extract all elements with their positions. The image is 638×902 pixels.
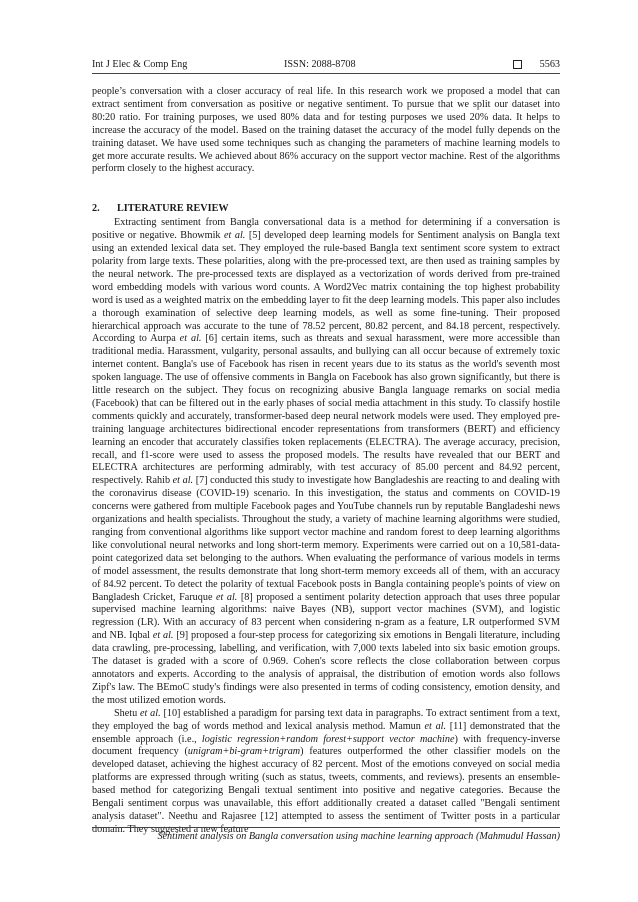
literature-paragraph-2: [92, 708, 560, 837]
checkbox-square-icon: [513, 60, 522, 69]
text-run: [9] proposed a four-step process for categorizing six emotions in Bengali literature, including data crawling, pre-processing, labelling, and verification, with 7,000 texts labeled into six basic emotion groups. The dataset is graded with a score of 0.969. Cohen's score reflects the close collaboration between corpus annotators and experts. According to the analysis of appraisal, the distribution of emotion words also follows Zipf's law. The BEmoC study's findings were also presented in terms of coding consistency, emotion density, and the most utilized emotion words.: [92, 630, 560, 706]
running-footer: [92, 827, 560, 844]
ngram-formula: unigram+bi-gram+trigram: [187, 746, 301, 758]
citation-etal: et al.: [152, 630, 174, 642]
footer-rule: [92, 827, 560, 828]
citation-etal: et al.: [224, 230, 246, 242]
citation-etal: et al.: [179, 333, 202, 345]
text-run: Shetu: [114, 707, 141, 719]
citation-etal: et al.: [140, 707, 161, 719]
section-title: LITERATURE REVIEW: [117, 203, 229, 215]
text-run: [6] certain items, such as threats and sexual harassment, were more accessible than traditional media. Harassment, vulgarity, personal assaults, and bullying can all occur because of extremely toxic internet content. Bangla's use of Facebook has risen in recent years due to its status as the world's seventh most spoken language. The use of offensive comments in Bangla on Facebook has also grown significantly, but there is little research on the subject. They focus on recognizing abusive Bangla language remarks on social media (Facebook) that can be filtered out in the early phases of social media attachment in this study. To classify hostile comments quickly and accurately, transformer-based deep neural network models were used. They employed pre-training language architectures bidirectional encoder representations from transformers (BERT) and efficiency learning an encoder that accurately classifies token replacements (ELECTRA). The average accuracy, precision, recall, and f1-score were used to assess the proposed models. The results have revealed that our BERT and ELECTRA architectures are performing admirably, with test accuracy of 85.00 percent and 84.92 percent, respectively. Rahib: [92, 333, 560, 487]
article-body: [92, 86, 560, 837]
footer-text: Sentiment analysis on Bangla conversation using machine learning approach (Mahmudul Hassan): [157, 831, 560, 842]
text-run: Extracting sentiment from Bangla conversational data is a method for determining if a conversation is positive or negative. Bhowmik: [92, 217, 560, 242]
citation-etal: et al.: [424, 720, 447, 732]
page-number: 5563: [539, 59, 560, 70]
running-header: [92, 58, 560, 72]
text-run: [7] conducted this study to investigate how Bangladeshis are reacting to and dealing with the coronavirus disease (COVID-19) scenario. In this investigation, the status and comments on COVID-19 concerns were gathered from multiple Facebook pages and YouTube channels run by reputable Bangladeshi news organizations and health specialists. Throughout the study, a variety of machine learning algorithms were studied, ranging from conventional algorithms like support vector machine and random forest to deep learning algorithms like convolutional neural networks and long short-term memory. Experiments were carried out on a 10,581-data-point categorized data set belonging to the authors. When evaluating the performance of various models in terms of model assessment, the results demonstrate that long short-term memory exceeds all of them, with an accuracy of 84.92 percent. To detect the polarity of textual Facebook posts in Bangla containing people's points of view on Bangladesh Cricket, Faruque: [92, 475, 561, 603]
issn: ISSN: 2088-8708: [284, 59, 356, 70]
header-rule: [92, 73, 560, 74]
intro-paragraph: people’s conversation with a closer accuracy of real life. In this research work we proposed a model that can extract sentiment from conversation as positive or negative sentiment. To pursue that we split our dataset into 80:20 ratio. For training purposes, we used 80% data and for testing purposes we used 20% data. It helps to increase the accuracy of the model. Based on the training dataset the accuracy of the model fully depends on the training dataset. We have used some techniques such as changing the parameters of machine learning models to get more accurate results. We achieved about 86% accuracy on the support vector machine. Rest of the algorithms perform closely to the highest accuracy.: [92, 86, 560, 175]
text-run: [10] established a paradigm for parsing text data in paragraphs. To extract sentiment from a text, they employed the bag of words method and lexical analysis method. Mamun: [92, 707, 560, 732]
text-run: [8] proposed a sentiment polarity detection approach that uses three popular supervised machine learning algorithms: naive Bayes (NB), support vector machines (SVM), and logistic regression (LR). With an accuracy of 83 percent when considering n-gram as a feature, LR outperformed SVM and NB. Iqbal: [92, 591, 560, 642]
text-run: ) features outperformed the other classifier models on the developed dataset, achieving the highest accuracy of 82 percent. Most of the emotions conveyed on social media platforms are expressed through writing (such as status, tweets, comments, and reviews). presents an ensemble-based method for categorizing Bengali textual sentiment into positive and negative categories. Because the Bengali sentiment corpus was unavailable, this effort additionally created a dataset called "Bengali sentiment analysis dataset". Neethu and Rajasree [12] attempted to assess the sentiment of Twitter posts in a particular domain. They suggested a new feature: [92, 746, 560, 835]
journal-name: Int J Elec & Comp Eng: [92, 59, 188, 70]
text-run: [5] developed deep learning models for Sentiment analysis on Bangla text using an extended lexical data set. They employed the rule-based Bangla text sentiment score system to extract polarity from large texts. These polarities, along with the pre-processed text, are then used as training samples by the neural network. The pre-processed texts are displayed as a vectorization of words derived from pre-trained word embedding models with various word counts. A Word2Vec matrix containing the top highest probability word is used as a weighted matrix on the embedding layer to fit the deep learning models. This paper also includes a thorough examination of selective deep learning models, as well as some fine-tuning. Their proposed hierarchical approach was accurate to the tune of 78.52 percent, 80.82 percent, and 84.18 percent, respectively. According to Aurpa: [92, 230, 560, 345]
text-run: [11] demonstrated that the ensemble approach (i.e.,: [92, 720, 560, 745]
literature-paragraph-1: [92, 217, 560, 707]
page-content: [92, 58, 561, 835]
text-run: ) with frequency-inverse document frequency (: [92, 733, 560, 758]
section-number: 2.: [92, 203, 100, 215]
citation-etal: et al.: [215, 591, 238, 603]
section-heading: [92, 203, 560, 216]
ensemble-formula: logistic regression+random forest+support vector machine: [201, 733, 455, 745]
citation-etal: et al.: [172, 475, 194, 487]
